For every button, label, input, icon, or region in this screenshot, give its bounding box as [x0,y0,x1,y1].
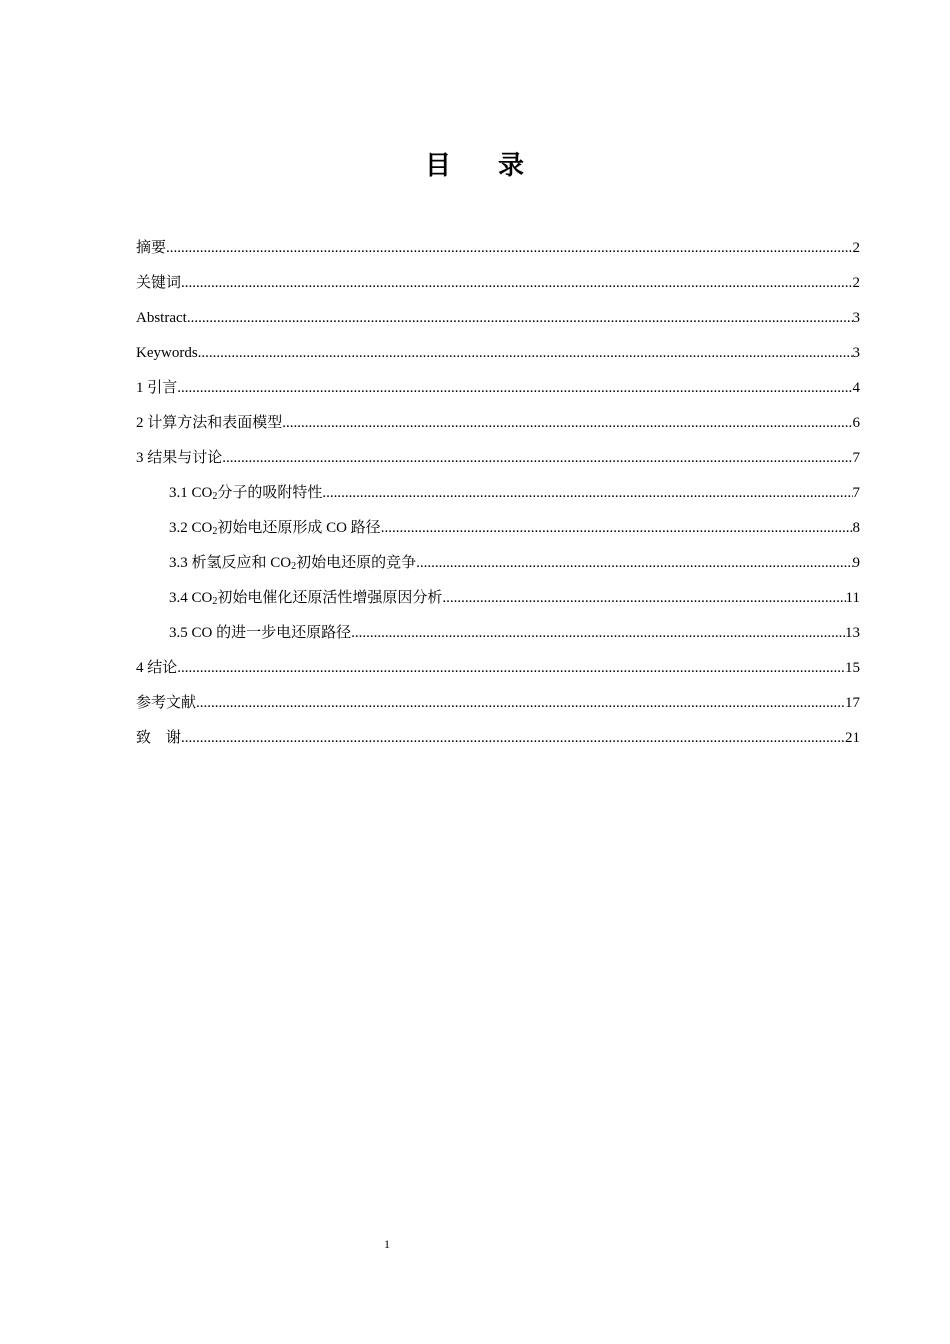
toc-entry-results[interactable] [136,446,860,481]
toc-entry-page: 4 [852,380,860,396]
toc-dot-leader [181,271,852,295]
toc-entry-label: 致 谢 [136,730,182,746]
toc-entry-section-3-5[interactable] [136,621,860,656]
toc-entry-page: 7 [852,450,860,466]
toc-entry-label: Abstract [136,310,187,326]
toc-entry-label: 3.5 CO 的进一步电还原路径 [169,625,352,641]
toc-entry-page: 9 [852,555,860,571]
toc-dot-leader [322,481,852,505]
toc-entry-methods[interactable] [136,411,860,446]
toc-title [0,145,950,182]
toc-entry-introduction[interactable] [136,376,860,411]
toc-entry-acknowledgements[interactable] [136,726,860,761]
toc-entry-page: 2 [852,275,860,291]
toc-entry-page: 21 [845,730,860,746]
toc-dot-leader [351,621,845,645]
toc-entry-conclusion[interactable] [136,656,860,691]
toc-entry-page: 3 [852,310,860,326]
toc-entry-label: 3.3 析氢反应和 $CO_2$初始电还原的竞争 [169,555,417,572]
toc-entry-page: 8 [852,520,860,536]
toc-entry-page: 13 [845,625,860,641]
toc-dot-leader [181,726,845,750]
toc-entry-label: 参考文献 [136,695,197,711]
toc-entry-page: 2 [852,240,860,256]
toc-list [136,236,860,761]
toc-entry-label: Keywords [136,345,198,361]
toc-entry-references[interactable] [136,691,860,726]
toc-dot-leader [177,656,845,680]
toc-entry-label: 3 结果与讨论 [136,450,223,466]
toc-entry-label: 1 引言 [136,380,178,396]
toc-dot-leader [381,516,853,540]
toc-entry-keywords-cn[interactable] [136,271,860,306]
toc-entry-page: 15 [845,660,860,676]
toc-entry-abstract-cn[interactable] [136,236,860,271]
toc-dot-leader [222,446,852,470]
toc-dot-leader [416,551,852,575]
toc-entry-label: 2 计算方法和表面模型 [136,415,283,431]
toc-entry-section-3-2[interactable] [136,516,860,551]
toc-title-char-2: 录 [498,151,526,181]
toc-entry-label: 摘要 [136,240,167,256]
toc-entry-section-3-1[interactable] [136,481,860,516]
toc-entry-section-3-3[interactable] [136,551,860,586]
toc-dot-leader [198,341,853,365]
toc-entry-page: 17 [845,695,860,711]
toc-entry-page: 6 [852,415,860,431]
toc-dot-leader [166,236,852,260]
toc-entry-label: 3.4 $CO_2$初始电催化还原活性增强原因分析 [169,590,443,607]
toc-dot-leader [196,691,845,715]
toc-entry-page: 11 [845,590,860,606]
toc-dot-leader [282,411,852,435]
toc-entry-keywords-en[interactable] [136,341,860,376]
toc-entry-abstract-en[interactable] [136,306,860,341]
toc-entry-label: 关键词 [136,275,182,291]
toc-dot-leader [442,586,845,610]
toc-entry-page: 3 [852,345,860,361]
toc-entry-section-3-4[interactable] [136,586,860,621]
toc-dot-leader [177,376,852,400]
toc-dot-leader [187,306,853,330]
toc-entry-label: 4 结论 [136,660,178,676]
toc-entry-label: 3.1 $CO_2$分子的吸附特性 [169,485,323,502]
toc-entry-label: 3.2 $CO_2$初始电还原形成 CO 路径 [169,520,381,537]
toc-title-char-1: 目 [424,151,452,181]
page-number: 1 [384,1237,390,1251]
toc-entry-page: 7 [852,485,860,501]
